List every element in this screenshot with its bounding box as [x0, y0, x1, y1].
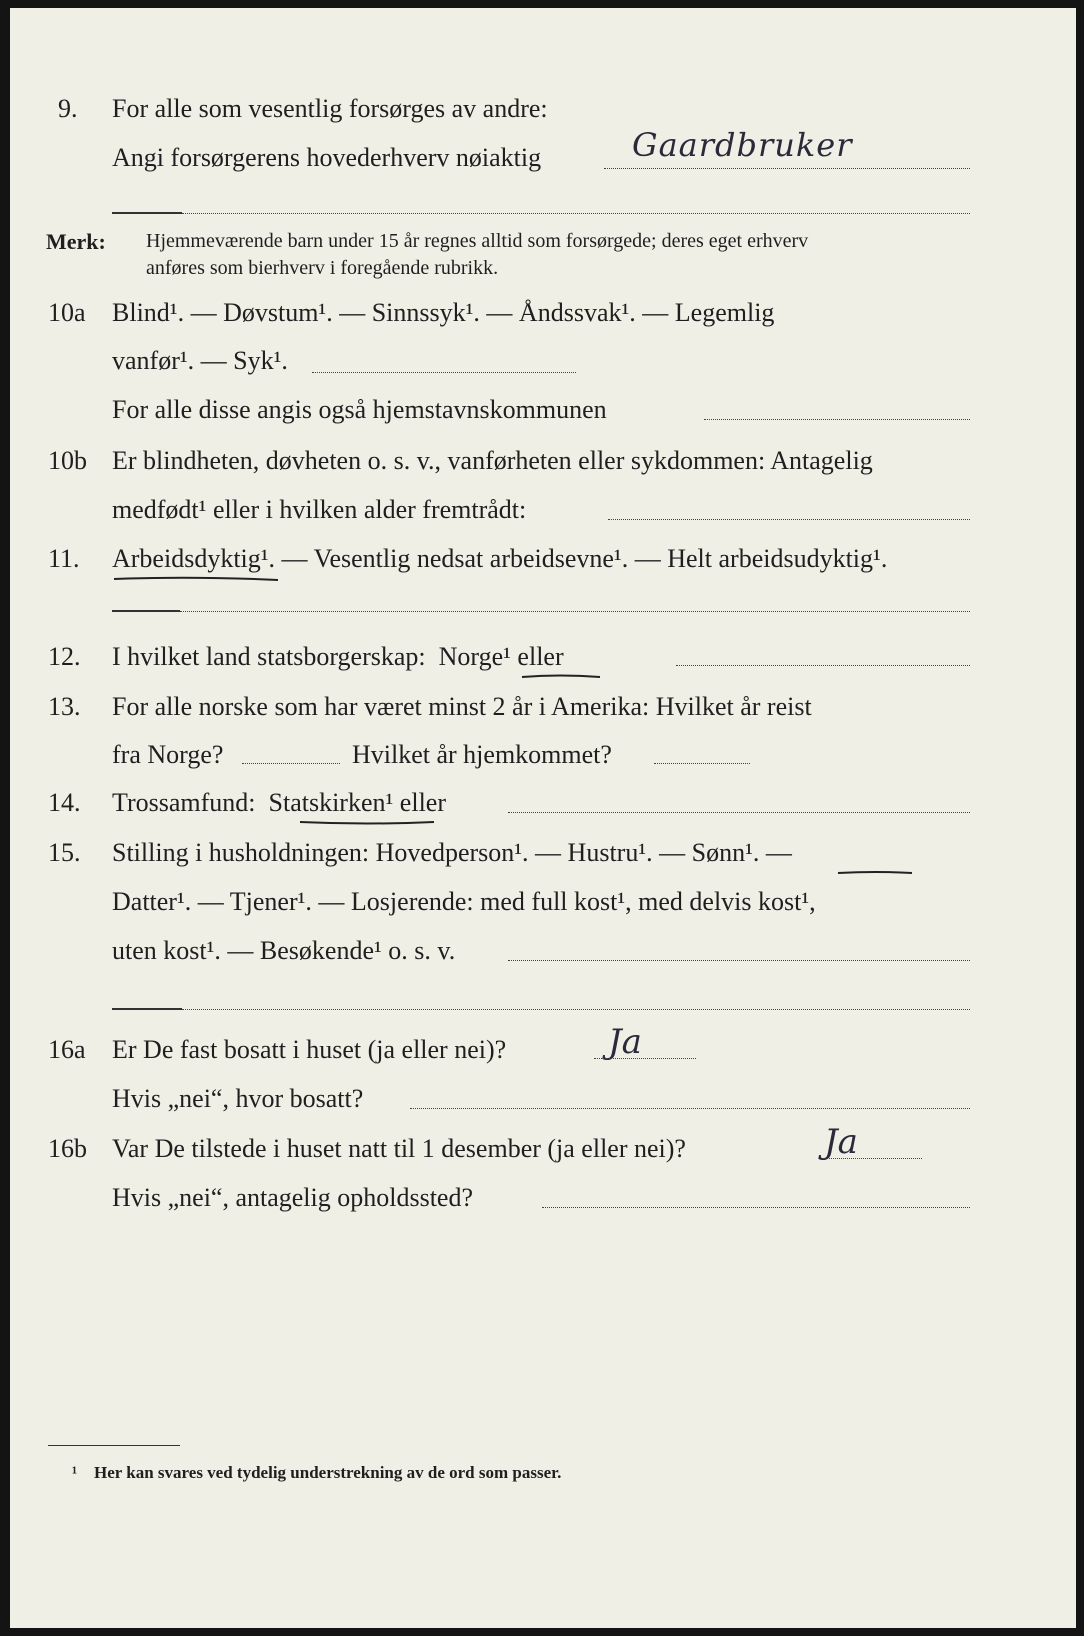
- q11-handwritten-underline: [112, 574, 282, 584]
- footnote-mark: ¹: [72, 1463, 78, 1482]
- census-form-page: [10, 8, 1076, 1628]
- q10b-answer-line: [608, 519, 970, 520]
- footnote-text: Her kan svares ved tydelig understrekning av de ord som passer.: [94, 1463, 562, 1482]
- q10a-line3: For alle disse angis også hjemstavnskommunen: [112, 395, 607, 424]
- merk-label: Merk:: [46, 229, 106, 254]
- q11-rule-dotted: [180, 611, 970, 612]
- q12-number: 12.: [48, 642, 81, 671]
- q14-handwritten-underline: [298, 818, 438, 828]
- q14-underlined-choice: Statskirken: [268, 788, 386, 817]
- q16b-answer-line: [822, 1158, 922, 1159]
- q16b-handwritten-answer: Ja: [824, 1122, 858, 1162]
- q10a-line1: Blind¹. — Døvstum¹. — Sinnssyk¹. — Åndssvak¹. — Legemlig: [112, 298, 775, 327]
- q15-number: 15.: [48, 838, 81, 867]
- q9-rule-dotted: [182, 213, 970, 214]
- q10b-number: 10b: [48, 446, 87, 475]
- footnote-rule: [48, 1445, 180, 1446]
- q16a-line1: Er De fast bosatt i huset (ja eller nei)?: [112, 1035, 507, 1064]
- q14-text-before: Trossamfund:: [112, 788, 256, 817]
- q10b-line1: Er blindheten, døvheten o. s. v., vanførheten eller sykdommen: Antagelig: [112, 446, 873, 475]
- q11-underlined-choice: Arbeidsdyktig: [112, 544, 261, 573]
- q9-rule-solid: [112, 212, 182, 214]
- q12-handwritten-underline: [520, 672, 604, 682]
- q9-number: 9.: [58, 94, 78, 123]
- q15-line3: uten kost¹. — Besøkende¹ o. s. v.: [112, 936, 456, 965]
- q16a-handwritten-answer: Ja: [608, 1022, 642, 1062]
- q12-underlined-choice: Norge: [438, 642, 504, 671]
- q15-handwritten-underline: [836, 868, 916, 878]
- q11-rule-solid: [112, 610, 180, 612]
- q9-line2: Angi forsørgerens hovederhverv nøiaktig: [112, 143, 542, 172]
- q14-text-after: ¹ eller: [385, 788, 446, 817]
- q10b-line2: medfødt¹ eller i hvilken alder fremtrådt:: [112, 495, 527, 524]
- q16b-number: 16b: [48, 1134, 87, 1163]
- q16b-opholdssted-line: [542, 1207, 970, 1208]
- q13-reist-line: [242, 763, 340, 764]
- q12-answer-line: [676, 665, 970, 666]
- q10a-syk-line: [312, 372, 576, 373]
- merk-line1: Hjemmeværende barn under 15 år regnes alltid som forsørgede; deres eget erhverv: [146, 230, 809, 252]
- q9-line1: For alle som vesentlig forsørges av andre:: [112, 94, 548, 123]
- q10a-number: 10a: [48, 298, 86, 327]
- q10a-line2: vanfør¹. — Syk¹.: [112, 346, 288, 375]
- q12-text-after: ¹ eller: [503, 642, 564, 671]
- q16b-line2: Hvis „nei“, antagelig opholdssted?: [112, 1183, 474, 1212]
- q11-number: 11.: [48, 544, 80, 573]
- q9-handwritten-answer: Gaardbruker: [632, 126, 853, 164]
- q15-line1-tail: ¹. —: [745, 838, 792, 867]
- q16a-number: 16a: [48, 1035, 86, 1064]
- q10a-hjemstavn-line: [704, 419, 970, 420]
- q15-rule-solid: [112, 1008, 182, 1010]
- q15-underlined-choice: Sønn: [691, 838, 746, 867]
- q16b-line1: Var De tilstede i huset natt til 1 desember (ja eller nei)?: [112, 1134, 686, 1163]
- q14-number: 14.: [48, 788, 81, 817]
- q15-line1: [112, 838, 792, 868]
- q16a-answer-line: [594, 1058, 696, 1059]
- q14-line: [112, 788, 446, 818]
- q13-line1: For alle norske som har været minst 2 år i Amerika: Hvilket år reist: [112, 692, 812, 721]
- q12-line: [112, 642, 564, 672]
- q16a-bosatt-line: [410, 1108, 970, 1109]
- q13-number: 13.: [48, 692, 81, 721]
- q11-line: [112, 544, 887, 574]
- q13-line2a: fra Norge?: [112, 740, 224, 769]
- q15-line1-text: Stilling i husholdningen: Hovedperson¹. — Hustru¹. —: [112, 838, 686, 867]
- q13-hjemkommet-line: [654, 763, 750, 764]
- merk-line2: anføres som bierhverv i foregående rubrikk.: [146, 257, 499, 279]
- q15-rule-dotted: [182, 1009, 970, 1010]
- q9-answer-line: [604, 168, 970, 169]
- q14-answer-line: [508, 812, 970, 813]
- q15-line2: Datter¹. — Tjener¹. — Losjerende: med full kost¹, med delvis kost¹,: [112, 887, 816, 916]
- q16a-line2: Hvis „nei“, hvor bosatt?: [112, 1084, 364, 1113]
- q11-rest: ¹. — Vesentlig nedsat arbeidsevne¹. — Helt arbeidsudyktig¹.: [260, 544, 888, 573]
- q12-text-before: I hvilket land statsborgerskap:: [112, 642, 426, 671]
- q15-answer-line: [508, 960, 970, 961]
- q13-line2b: Hvilket år hjemkommet?: [352, 740, 612, 769]
